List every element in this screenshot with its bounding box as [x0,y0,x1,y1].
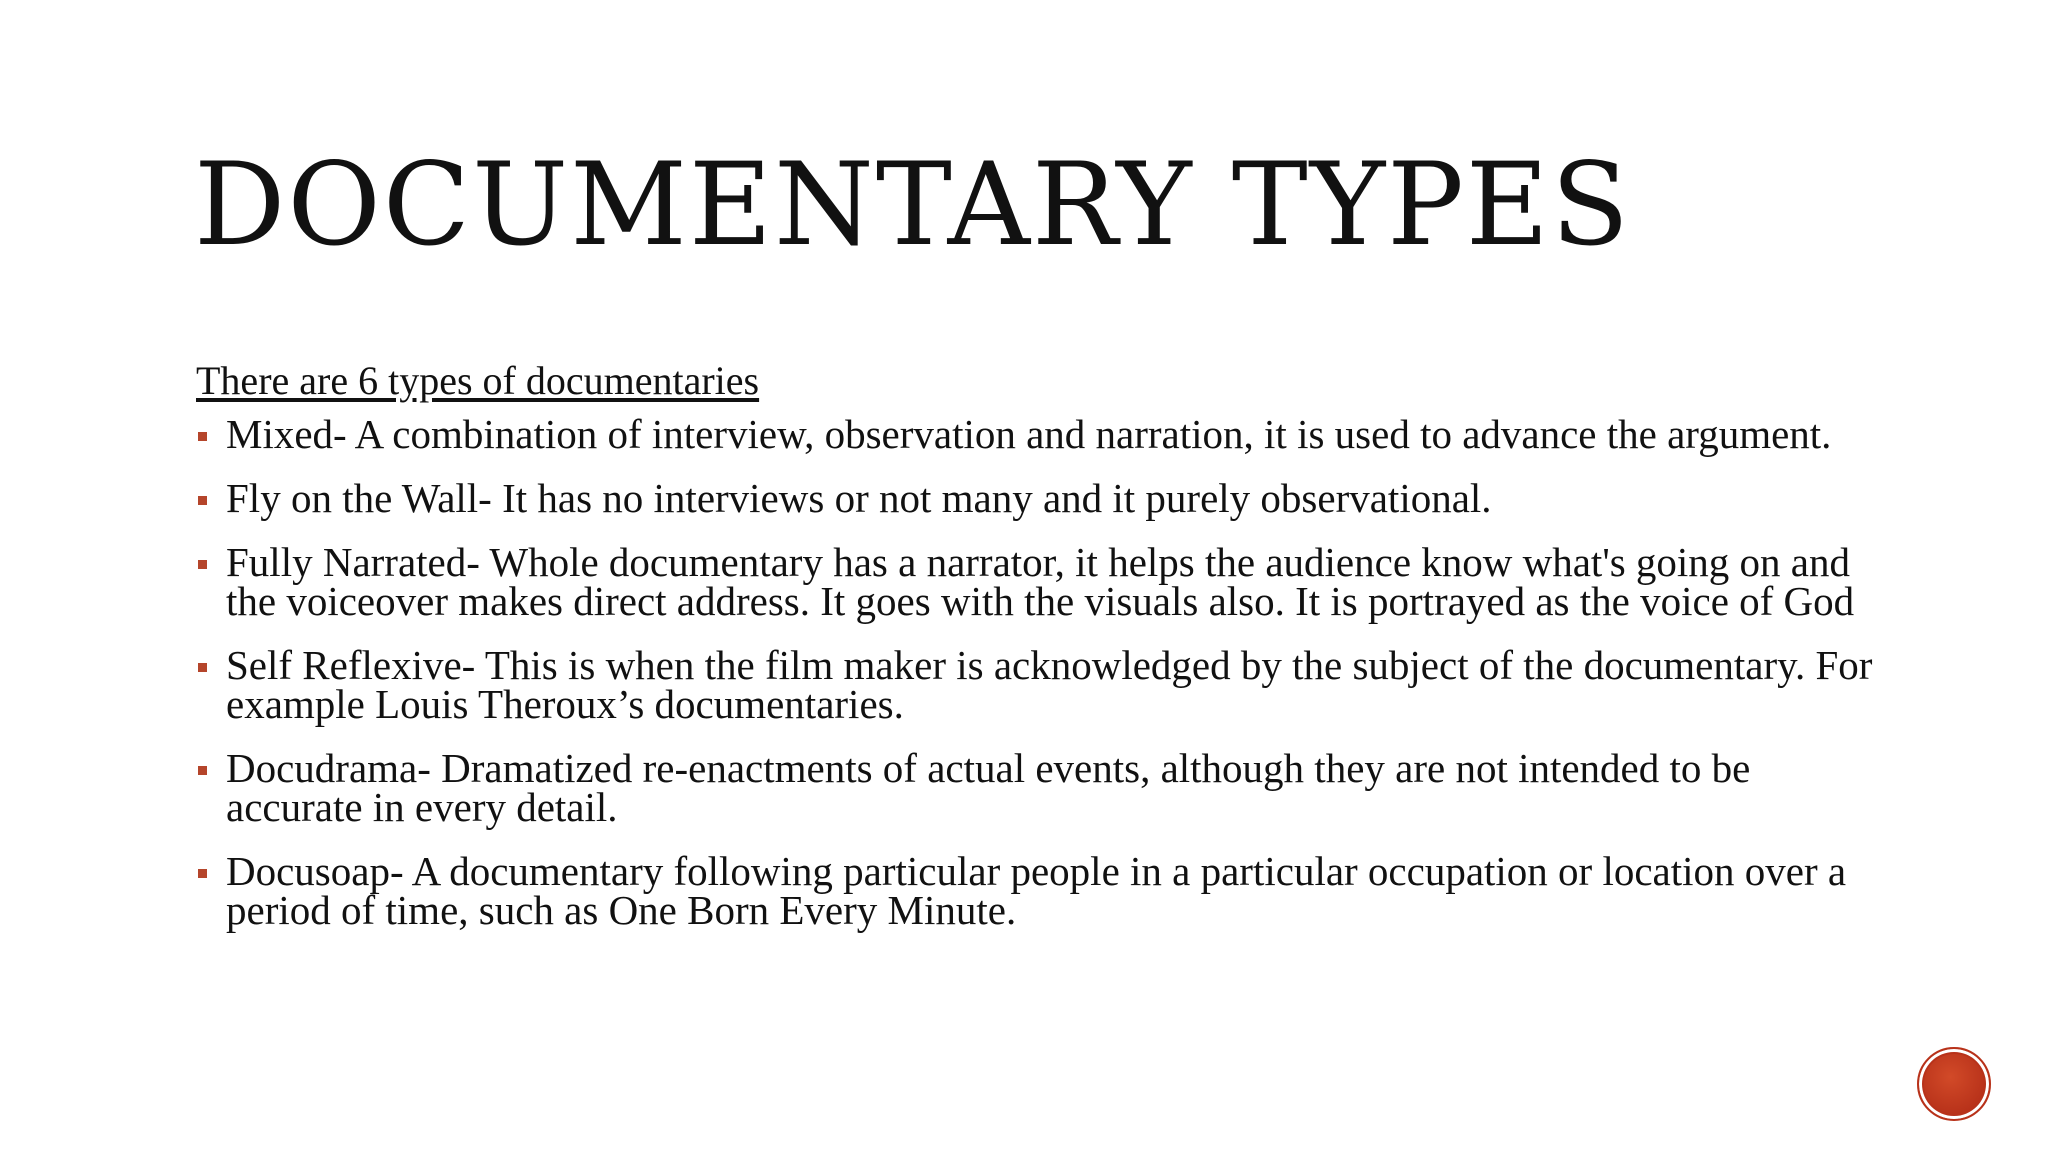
bullet-item [196,539,1886,624]
bullet-square-icon [198,432,207,441]
bullet-text: Mixed- A combination of interview, observation and narration, it is used to advance the argument. [226,411,1832,457]
bullet-square-icon [198,496,207,505]
bullet-square-icon [198,560,207,569]
slide-content [196,355,1886,955]
bullet-item [196,475,1886,521]
bullet-text: Docusoap- A documentary following particular people in a particular occupation or location over a period of time, such as One Born Every Minute. [226,848,1847,933]
bullet-item [196,745,1886,830]
bullet-square-icon [198,663,207,672]
bullet-text: Fly on the Wall- It has no interviews or not many and it purely observational. [226,475,1492,521]
bullet-square-icon [198,766,207,775]
bullet-text: Docudrama- Dramatized re-enactments of actual events, although they are not intended to be accurate in every detail. [226,745,1751,830]
slide-title: DOCUMENTARY TYPES [194,138,1632,271]
intro-text: There are 6 types of documentaries [196,358,760,403]
slide-nav-circle-button[interactable] [1917,1047,1991,1121]
bullet-item [196,642,1886,727]
bullet-list [196,411,1886,933]
bullet-text: Fully Narrated- Whole documentary has a narrator, it helps the audience know what's going on and the voiceover makes direct address. It goes with the visuals also. It is portrayed as the voice of God [226,539,1855,624]
bullet-square-icon [198,869,207,878]
bullet-text: Self Reflexive- This is when the film maker is acknowledged by the subject of the documentary. For example Louis Theroux’s documentaries. [226,642,1873,727]
bullet-item [196,411,1886,457]
bullet-item [196,848,1886,933]
